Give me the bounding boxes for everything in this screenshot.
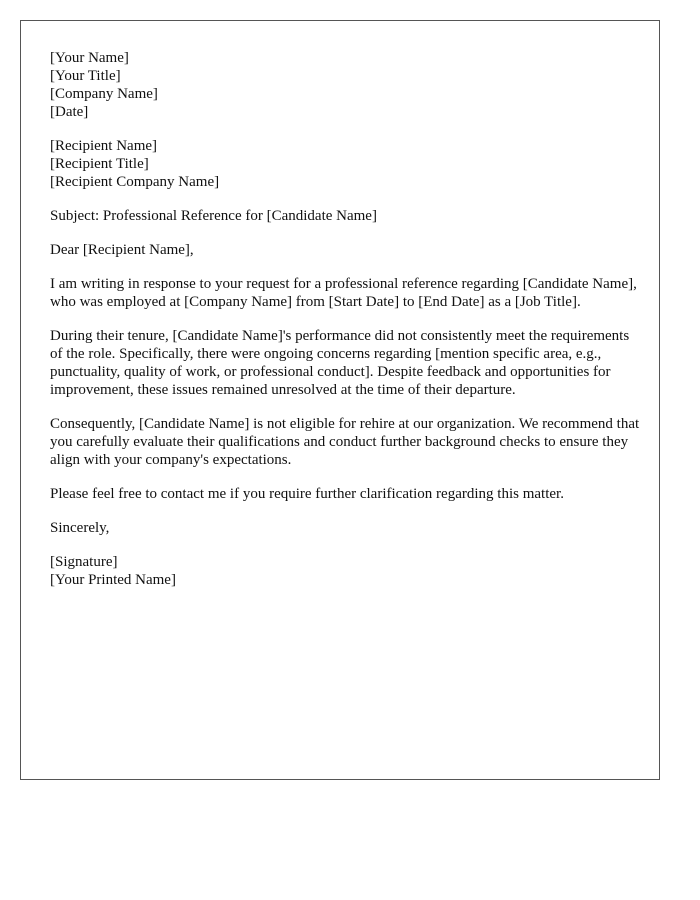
body-paragraph-3: Consequently, [Candidate Name] is not eligible for rehire at our organization. We recommend that you carefully evaluate their qualifications and conduct further background checks to ensure they align with your company's expectations. (50, 416, 640, 468)
greeting: Dear [Recipient Name], (50, 242, 194, 258)
recipient-name: [Recipient Name] (50, 138, 158, 154)
body-paragraph-4: Please feel free to contact me if you require further clarification regarding this matter. (50, 486, 564, 502)
subject-line: Subject: Professional Reference for [Candidate Name] (50, 208, 377, 224)
closing: Sincerely, (50, 520, 110, 536)
signature-line: [Signature] (50, 554, 118, 570)
sender-name: [Your Name] (50, 50, 129, 66)
recipient-block (50, 137, 640, 191)
sender-block (50, 49, 640, 121)
letter-page (20, 20, 660, 780)
sender-company: [Company Name] (50, 86, 158, 102)
recipient-title: [Recipient Title] (50, 156, 149, 172)
recipient-company: [Recipient Company Name] (50, 174, 220, 190)
body-paragraph-1: I am writing in response to your request for a professional reference regarding [Candidate Name], who was employed at [Company Name] from [Start Date] to [End Date] as a [Job Title]. (50, 276, 637, 310)
body-paragraph-2: During their tenure, [Candidate Name]'s performance did not consistently meet the requirements of the role. Specifically, there were ongoing concerns regarding [mention specific area, e.g., punctuality, quality of work, or professional conduct]. Despite feedback and opportunities for improvement, these issues remained unresolved at the time of their departure. (50, 328, 630, 398)
letter-date: [Date] (50, 104, 89, 120)
sender-title: [Your Title] (50, 68, 121, 84)
signature-block (50, 553, 640, 589)
printed-name: [Your Printed Name] (50, 572, 176, 588)
letter-body (50, 49, 640, 605)
